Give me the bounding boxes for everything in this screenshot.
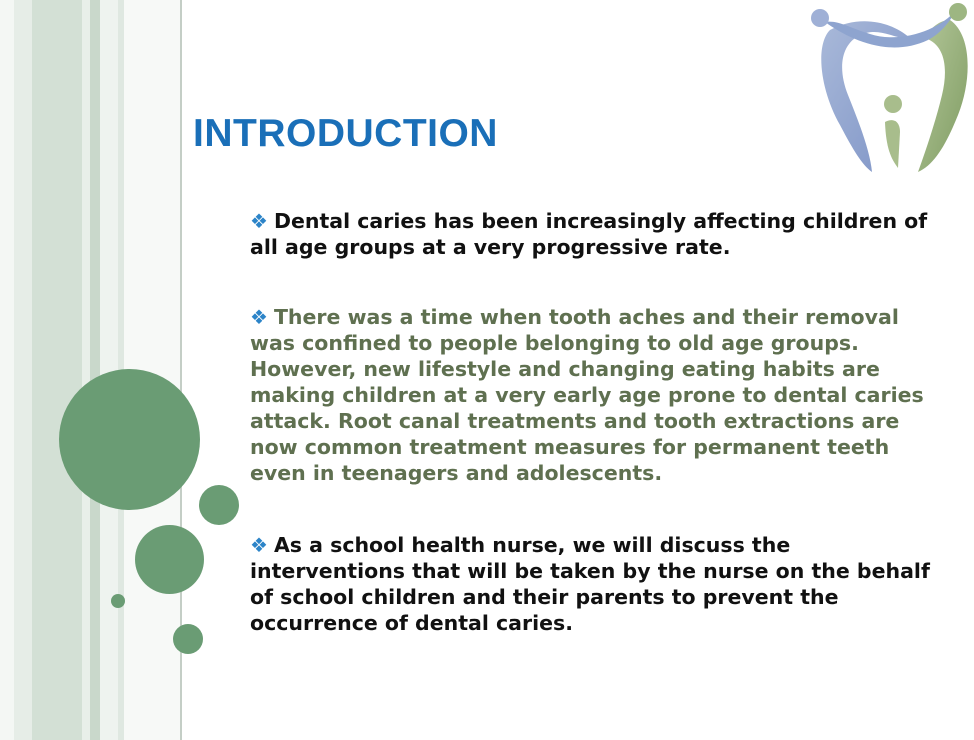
decorative-circle-small: [173, 624, 203, 654]
decorative-circle-small: [199, 485, 239, 525]
slide-title: INTRODUCTION: [193, 112, 498, 155]
stripe: [0, 0, 14, 740]
decorative-stripes: [0, 0, 182, 740]
stripe: [82, 0, 90, 740]
decorative-circle-large: [59, 369, 200, 510]
stripe: [90, 0, 100, 740]
bullet-paragraph: [250, 304, 950, 486]
diamond-bullet-icon: ❖: [250, 533, 268, 557]
tooth-logo-icon: [800, 0, 974, 180]
paragraph-text: As a school health nurse, we will discuss the interventions that will be taken by the nurse on the behalf of school children and their parents to prevent the occurrence of dental caries.: [250, 533, 930, 635]
stripe: [32, 0, 82, 740]
decorative-circle-tiny: [111, 594, 125, 608]
bullet-paragraph: [250, 208, 950, 260]
diamond-bullet-icon: ❖: [250, 305, 268, 329]
paragraph-text: Dental caries has been increasingly affecting children of all age groups at a very progressive rate.: [250, 209, 928, 259]
decorative-circle-medium: [135, 525, 204, 594]
stripe: [14, 0, 32, 740]
paragraph-text: There was a time when tooth aches and their removal was confined to people belonging to old age groups. However, new lifestyle and changing eating habits are making children at a very early age prone to dental caries attack. Root canal treatments and tooth extractions are now common treatment measures for permanent teeth even in teenagers and adolescents.: [250, 305, 924, 485]
bullet-paragraph: [250, 532, 950, 636]
diamond-bullet-icon: ❖: [250, 209, 268, 233]
